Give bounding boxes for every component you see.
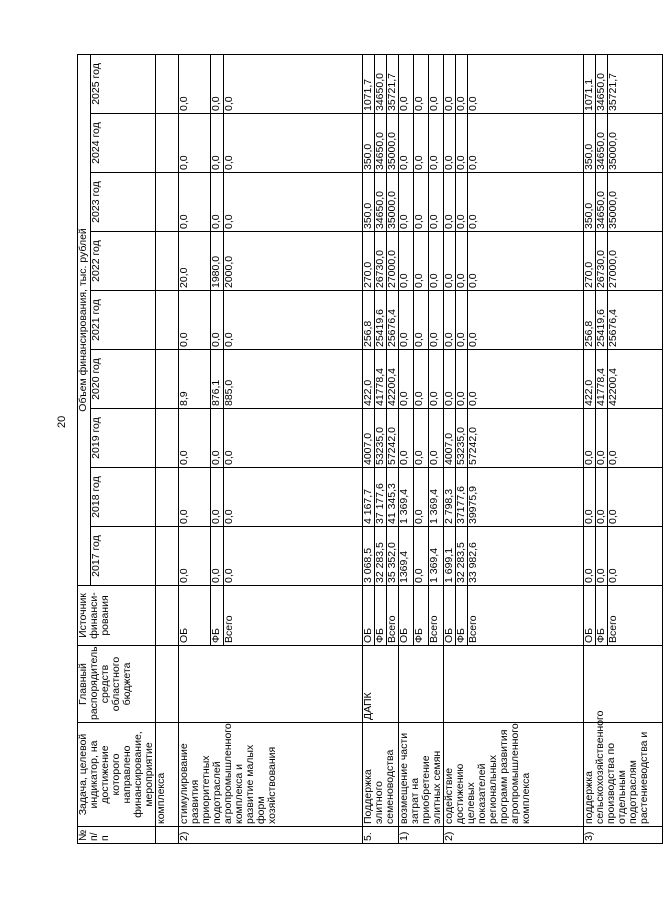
- row-num: 1): [399, 827, 444, 844]
- row-manager: [444, 646, 584, 723]
- cell-value: 42200,4: [608, 350, 663, 409]
- cell-value: 0,0: [456, 350, 468, 409]
- cell-value: [156, 54, 179, 113]
- cell-value: 26730,0: [375, 232, 387, 291]
- cell-value: 34650,0: [375, 114, 387, 173]
- cell-value: 25676,4: [608, 291, 663, 350]
- row-source: ФБ: [414, 586, 429, 646]
- cell-value: 0,0: [608, 409, 663, 468]
- row-source: ОБ: [399, 586, 414, 646]
- cell-value: 39975,9: [468, 468, 584, 527]
- cell-value: 422,0: [363, 350, 375, 409]
- row-manager: ДАПК: [363, 646, 399, 723]
- cell-value: 3 068,5: [363, 527, 375, 586]
- row-source: Всего: [608, 586, 663, 646]
- cell-value: 34650,0: [596, 54, 608, 113]
- header-volume: Объем финансирования, тыс. рублей: [78, 54, 91, 585]
- cell-value: 53235,0: [456, 409, 468, 468]
- cell-value: 350,0: [584, 114, 596, 173]
- cell-value: 0,0: [399, 114, 414, 173]
- row-source: ФБ: [211, 586, 224, 646]
- cell-value: [156, 291, 179, 350]
- cell-value: 0,0: [444, 232, 456, 291]
- cell-value: 8,9: [179, 350, 211, 409]
- cell-value: 34650,0: [375, 173, 387, 232]
- cell-value: 0,0: [608, 527, 663, 586]
- row-manager: [156, 646, 179, 723]
- header-year: 2023 год: [91, 173, 156, 232]
- cell-value: 0,0: [468, 350, 584, 409]
- header-manager: Главный распорядитель средств областного бюджета: [78, 646, 156, 723]
- rotated-page: [77, 57, 650, 844]
- cell-value: 0,0: [224, 114, 363, 173]
- cell-value: 0,0: [429, 232, 444, 291]
- cell-value: 35000,0: [387, 114, 399, 173]
- cell-value: 0,0: [444, 291, 456, 350]
- cell-value: 0,0: [399, 291, 414, 350]
- row-num: 2): [444, 827, 584, 844]
- cell-value: 270,0: [363, 232, 375, 291]
- cell-value: 0,0: [456, 291, 468, 350]
- row-task: Поддержка элитного семеноводства: [363, 723, 399, 827]
- cell-value: 0,0: [179, 291, 211, 350]
- header-year: 2017 год: [91, 527, 156, 586]
- cell-value: 34650,0: [596, 114, 608, 173]
- cell-value: 0,0: [429, 291, 444, 350]
- cell-value: 27000,0: [608, 232, 663, 291]
- cell-value: 4 167,7: [363, 468, 375, 527]
- header-num: № п/п: [78, 827, 156, 844]
- cell-value: 26730,0: [596, 232, 608, 291]
- cell-value: [156, 173, 179, 232]
- cell-value: 35721,7: [608, 54, 663, 113]
- cell-value: [156, 468, 179, 527]
- cell-value: 0,0: [444, 54, 456, 113]
- cell-value: 53235,0: [375, 409, 387, 468]
- cell-value: 41778,4: [375, 350, 387, 409]
- row-source: Всего: [429, 586, 444, 646]
- header-year: 2022 год: [91, 232, 156, 291]
- row-source: Всего: [387, 586, 399, 646]
- cell-value: 1 369,4: [429, 468, 444, 527]
- cell-value: 4007,0: [363, 409, 375, 468]
- cell-value: 0,0: [596, 527, 608, 586]
- cell-value: 0,0: [584, 409, 596, 468]
- row-num: [156, 827, 179, 844]
- rotated-content: [77, 57, 650, 844]
- cell-value: 0,0: [224, 291, 363, 350]
- cell-value: 1071,1: [584, 54, 596, 113]
- cell-value: 0,0: [211, 409, 224, 468]
- cell-value: 0,0: [211, 527, 224, 586]
- table-row: [444, 54, 456, 843]
- cell-value: 0,0: [596, 468, 608, 527]
- cell-value: 0,0: [414, 527, 429, 586]
- cell-value: 0,0: [456, 173, 468, 232]
- cell-value: [156, 409, 179, 468]
- cell-value: 35000,0: [608, 114, 663, 173]
- cell-value: 0,0: [444, 114, 456, 173]
- cell-value: 0,0: [211, 54, 224, 113]
- cell-value: 0,0: [429, 54, 444, 113]
- cell-value: 41 345,3: [387, 468, 399, 527]
- cell-value: 422,0: [584, 350, 596, 409]
- cell-value: 41778,4: [596, 350, 608, 409]
- cell-value: [156, 527, 179, 586]
- row-task: комплекса: [156, 723, 179, 827]
- cell-value: 0,0: [468, 54, 584, 113]
- cell-value: 35 352,0: [387, 527, 399, 586]
- cell-value: 0,0: [414, 291, 429, 350]
- financing-table: [77, 54, 663, 844]
- cell-value: 0,0: [414, 173, 429, 232]
- cell-value: 20,0: [179, 232, 211, 291]
- cell-value: 0,0: [399, 173, 414, 232]
- cell-value: 1 369,4: [399, 468, 414, 527]
- cell-value: 0,0: [429, 350, 444, 409]
- cell-value: 0,0: [596, 409, 608, 468]
- cell-value: 0,0: [414, 232, 429, 291]
- cell-value: 37177,6: [456, 468, 468, 527]
- cell-value: 27000,0: [387, 232, 399, 291]
- cell-value: 35000,0: [608, 173, 663, 232]
- table-row: [584, 54, 596, 843]
- cell-value: 2 798,3: [444, 468, 456, 527]
- header-year: 2021 год: [91, 291, 156, 350]
- cell-value: 0,0: [224, 54, 363, 113]
- cell-value: 2000,0: [224, 232, 363, 291]
- cell-value: 0,0: [211, 468, 224, 527]
- cell-value: 0,0: [179, 527, 211, 586]
- table-row: [179, 54, 211, 843]
- cell-value: 1 699,1: [444, 527, 456, 586]
- cell-value: 25676,4: [387, 291, 399, 350]
- row-source: ОБ: [363, 586, 375, 646]
- header-year: 2024 год: [91, 114, 156, 173]
- row-task: стимулирование развития приоритетных подотраслей агропромышленного комплекса и развитие малых форм хозяйствования: [179, 723, 363, 827]
- cell-value: 0,0: [456, 232, 468, 291]
- row-source: ФБ: [456, 586, 468, 646]
- cell-value: [156, 350, 179, 409]
- cell-value: 34650,0: [375, 54, 387, 113]
- cell-value: 33 982,6: [468, 527, 584, 586]
- cell-value: 1369,4: [399, 527, 414, 586]
- cell-value: 1 369,4: [429, 527, 444, 586]
- cell-value: 0,0: [429, 173, 444, 232]
- cell-value: 4007,0: [444, 409, 456, 468]
- cell-value: 0,0: [224, 527, 363, 586]
- row-source: [156, 586, 179, 646]
- cell-value: 25419,6: [596, 291, 608, 350]
- cell-value: 0,0: [179, 114, 211, 173]
- cell-value: 32 283,5: [456, 527, 468, 586]
- cell-value: 0,0: [468, 173, 584, 232]
- cell-value: 0,0: [179, 173, 211, 232]
- cell-value: 0,0: [211, 173, 224, 232]
- cell-value: 0,0: [179, 409, 211, 468]
- cell-value: 0,0: [414, 468, 429, 527]
- cell-value: 0,0: [179, 468, 211, 527]
- cell-value: [156, 114, 179, 173]
- row-source: ФБ: [375, 586, 387, 646]
- header-year: 2019 год: [91, 409, 156, 468]
- cell-value: 37 177,6: [375, 468, 387, 527]
- cell-value: 0,0: [399, 232, 414, 291]
- cell-value: 0,0: [211, 114, 224, 173]
- row-source: ОБ: [444, 586, 456, 646]
- row-num: 3): [584, 827, 663, 844]
- cell-value: 0,0: [429, 409, 444, 468]
- cell-value: 256,8: [363, 291, 375, 350]
- cell-value: 0,0: [399, 409, 414, 468]
- row-source: Всего: [468, 586, 584, 646]
- table-row: [156, 54, 179, 843]
- cell-value: 1980,0: [211, 232, 224, 291]
- cell-value: 0,0: [179, 54, 211, 113]
- row-num: 5.: [363, 827, 399, 844]
- cell-value: 0,0: [608, 468, 663, 527]
- row-manager: [399, 646, 444, 723]
- cell-value: 0,0: [414, 54, 429, 113]
- cell-value: 57242,0: [387, 409, 399, 468]
- cell-value: [156, 232, 179, 291]
- cell-value: 0,0: [399, 350, 414, 409]
- page-number: 20: [56, 415, 68, 428]
- row-source: ОБ: [179, 586, 211, 646]
- cell-value: 1071,7: [363, 54, 375, 113]
- row-source: Всего: [224, 586, 363, 646]
- header-source: Источник финанси-рования: [78, 586, 156, 646]
- cell-value: 0,0: [468, 232, 584, 291]
- header-year: 2018 год: [91, 468, 156, 527]
- cell-value: 885,0: [224, 350, 363, 409]
- cell-value: 0,0: [456, 114, 468, 173]
- cell-value: 35721,7: [387, 54, 399, 113]
- cell-value: 256,8: [584, 291, 596, 350]
- cell-value: 0,0: [224, 409, 363, 468]
- cell-value: 350,0: [584, 173, 596, 232]
- cell-value: 32 283,5: [375, 527, 387, 586]
- row-source: ОБ: [584, 586, 596, 646]
- row-task: возмещение части затрат на приобретение элитных семян: [399, 723, 444, 827]
- header-year: 2025 год: [91, 54, 156, 113]
- row-source: ФБ: [596, 586, 608, 646]
- cell-value: 0,0: [584, 468, 596, 527]
- cell-value: 0,0: [584, 527, 596, 586]
- cell-value: 0,0: [414, 114, 429, 173]
- cell-value: 34650,0: [596, 173, 608, 232]
- cell-value: 0,0: [444, 173, 456, 232]
- cell-value: 876,1: [211, 350, 224, 409]
- cell-value: 350,0: [363, 173, 375, 232]
- cell-value: 0,0: [414, 409, 429, 468]
- cell-value: 57242,0: [468, 409, 584, 468]
- cell-value: 0,0: [456, 54, 468, 113]
- cell-value: 25419,6: [375, 291, 387, 350]
- cell-value: 0,0: [468, 114, 584, 173]
- row-num: 2): [179, 827, 363, 844]
- cell-value: 42200,4: [387, 350, 399, 409]
- header-year: 2020 год: [91, 350, 156, 409]
- cell-value: 0,0: [444, 350, 456, 409]
- cell-value: 0,0: [211, 291, 224, 350]
- cell-value: 35000,0: [387, 173, 399, 232]
- cell-value: 350,0: [363, 114, 375, 173]
- table-row: [363, 54, 375, 843]
- row-task: содействие достижению целевых показателей региональных программ развития агропромышленного комплекса: [444, 723, 584, 827]
- row-task: поддержка сельскохозяйственного производства по отдельным подотраслям растениеводства и: [584, 723, 663, 827]
- cell-value: 0,0: [224, 173, 363, 232]
- cell-value: 0,0: [399, 54, 414, 113]
- table-row: [399, 54, 414, 843]
- header-task: Задача, целевой индикатор, на достижение которого направлено финансирование, мероприятие: [78, 723, 156, 827]
- cell-value: 270,0: [584, 232, 596, 291]
- cell-value: 0,0: [224, 468, 363, 527]
- cell-value: 0,0: [468, 291, 584, 350]
- cell-value: 0,0: [414, 350, 429, 409]
- row-manager: [179, 646, 363, 723]
- cell-value: 0,0: [429, 114, 444, 173]
